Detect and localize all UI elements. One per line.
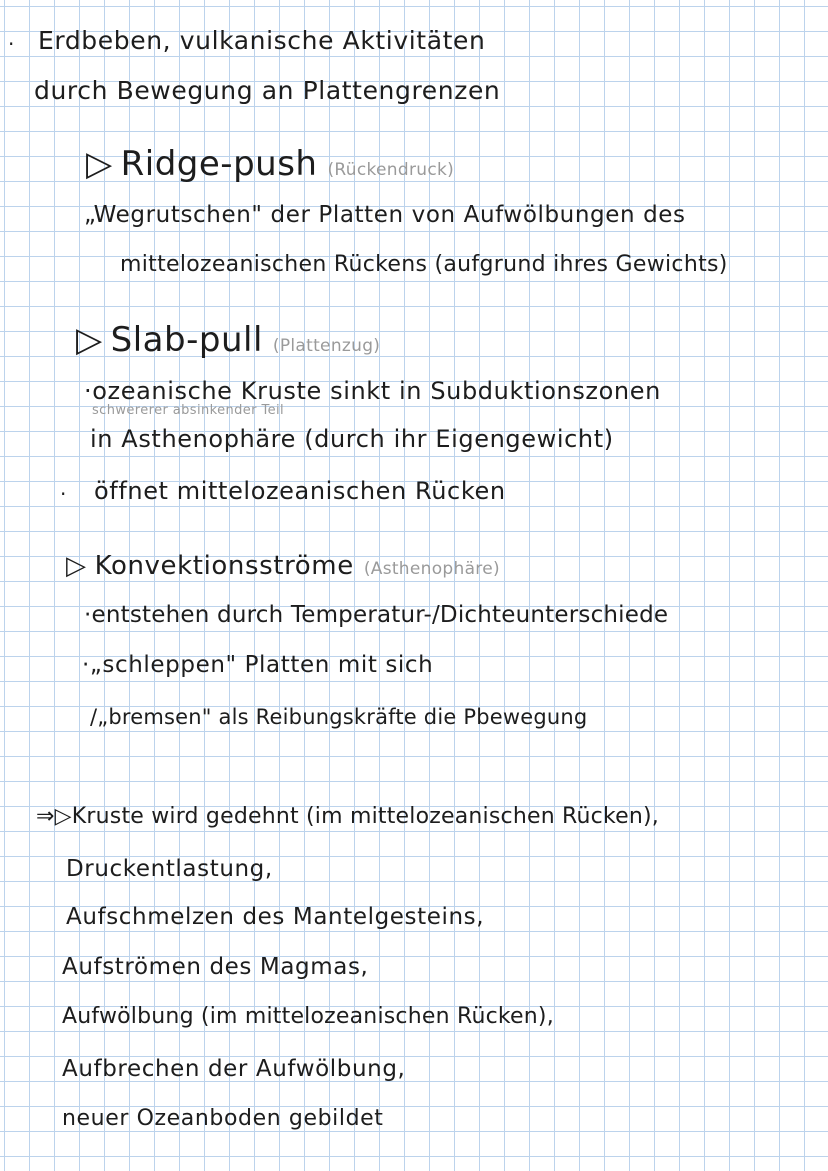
ridge-push-title: Ridge-push xyxy=(120,144,318,184)
convection-line-3: /„bremsen" als Reibungskräfte die Pbewegung xyxy=(90,705,588,729)
convection-note: (Asthenophäre) xyxy=(363,559,500,579)
triangle-marker-icon: ▷ xyxy=(76,320,103,360)
intro-line-1: Erdbeben, vulkanische Aktivitäten xyxy=(38,26,486,55)
conclusion-line-2: Druckentlastung, xyxy=(66,856,273,882)
slab-pull-note: (Plattenzug) xyxy=(272,336,381,356)
conclusion-line-3: Aufschmelzen des Mantelgesteins, xyxy=(66,904,485,930)
slab-pull-bullet: · xyxy=(60,482,67,506)
intro-bullet: · xyxy=(8,32,15,56)
slab-pull-line-3: öffnet mittelozeanischen Rücken xyxy=(94,477,506,505)
conclusion-line-6: Aufbrechen der Aufwölbung, xyxy=(62,1056,406,1082)
slab-pull-heading xyxy=(76,320,380,366)
convection-title: Konvektionsströme xyxy=(94,551,354,581)
slab-pull-line-2: in Asthenophäre (durch ihr Eigengewicht) xyxy=(90,425,614,453)
conclusion-line-1 xyxy=(36,802,659,832)
convection-line-2: ·„schleppen" Platten mit sich xyxy=(82,652,434,678)
ridge-push-note: (Rückendruck) xyxy=(327,160,455,180)
slab-pull-title: Slab-pull xyxy=(110,320,263,360)
implies-arrow-icon: ⇒▷ xyxy=(36,804,72,829)
slab-pull-annotation: schwererer absinkender Teil xyxy=(92,403,285,418)
triangle-marker-icon: ▷ xyxy=(86,144,113,184)
ridge-push-heading xyxy=(86,144,454,190)
convection-heading xyxy=(66,550,500,585)
conclusion-line-7: neuer Ozeanboden gebildet xyxy=(62,1106,384,1131)
ridge-push-line-1: „Wegrutschen" der Platten von Aufwölbungen des xyxy=(84,202,686,228)
conclusion-line-5: Aufwölbung (im mittelozeanischen Rücken), xyxy=(62,1004,554,1029)
convection-line-1: ·entstehen durch Temperatur-/Dichteunterschiede xyxy=(84,602,669,628)
slab-pull-line-1: ·ozeanische Kruste sinkt in Subduktionszonen xyxy=(84,377,661,405)
conclusion-line-4: Aufströmen des Magmas, xyxy=(62,954,369,980)
conclusion-line-1-text: Kruste wird gedehnt (im mittelozeanischen Rücken), xyxy=(71,804,659,829)
triangle-marker-icon: ▷ xyxy=(66,551,87,581)
intro-line-2: durch Bewegung an Plattengrenzen xyxy=(34,76,501,105)
ridge-push-line-2: mittelozeanischen Rückens (aufgrund ihres Gewichts) xyxy=(120,252,728,277)
